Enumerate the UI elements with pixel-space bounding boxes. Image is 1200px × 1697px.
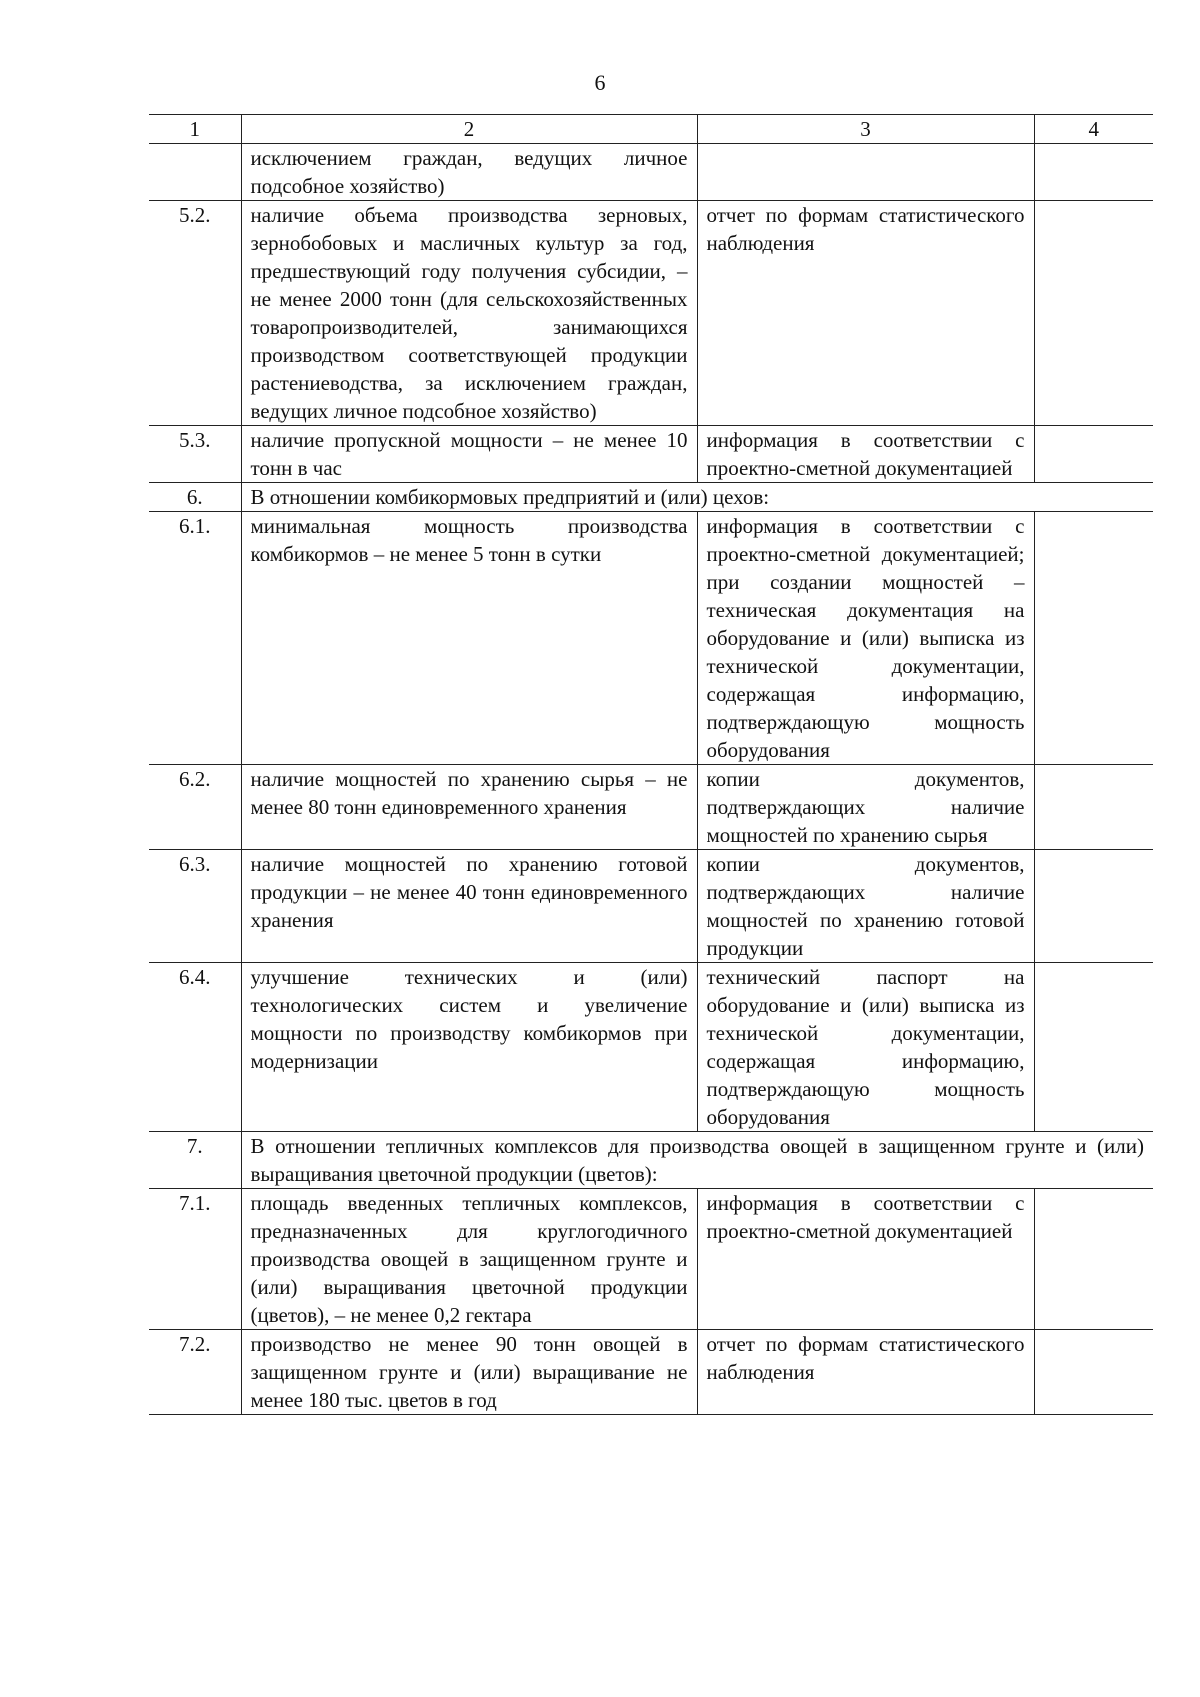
section-heading: В отношении комбикормовых предприятий и (или) цехов:	[241, 483, 1153, 512]
document-cell: технический паспорт на оборудование и (или) выписка из технической документации, содержащая информацию, подтверждающую мощность оборудования	[697, 963, 1034, 1132]
page-number: 6	[594, 70, 606, 95]
table-row	[149, 1189, 1153, 1330]
criterion-cell: исключением граждан, ведущих личное подсобное хозяйство)	[241, 144, 697, 201]
table-row	[149, 512, 1153, 765]
section-row	[149, 483, 1153, 512]
section-row	[149, 1132, 1153, 1189]
row-number: 6.2.	[149, 765, 241, 850]
row-number: 6.1.	[149, 512, 241, 765]
table-row	[149, 963, 1153, 1132]
note-cell	[1034, 512, 1153, 765]
table-row	[149, 144, 1153, 201]
table-row	[149, 1330, 1153, 1415]
document-cell: отчет по формам статистического наблюдения	[697, 1330, 1034, 1415]
document-cell: информация в соответствии с проектно-сметной документацией; при создании мощностей – техническая документация на оборудование и (или) выписка из технической документации, содержащая информацию, подтверждающую мощность оборудования	[697, 512, 1034, 765]
header-col-3: 3	[697, 115, 1034, 144]
document-cell	[697, 144, 1034, 201]
table-row	[149, 426, 1153, 483]
criterion-cell: наличие пропускной мощности – не менее 10 тонн в час	[241, 426, 697, 483]
note-cell	[1034, 765, 1153, 850]
row-number: 6.4.	[149, 963, 241, 1132]
document-cell: копии документов, подтверждающих наличие мощностей по хранению готовой продукции	[697, 850, 1034, 963]
table-row	[149, 765, 1153, 850]
note-cell	[1034, 144, 1153, 201]
criterion-cell: наличие объема производства зерновых, зернобобовых и масличных культур за год, предшествующий году получения субсидии, – не менее 2000 тонн (для сельскохозяйственных товаропроизводителей, занимающихся производством соответствующей продукции растениеводства, за исключением граждан, ведущих личное подсобное хозяйство)	[241, 201, 697, 426]
table-row	[149, 850, 1153, 963]
criterion-cell: улучшение технических и (или) технологических систем и увеличение мощности по производству комбикормов при модернизации	[241, 963, 697, 1132]
table-header-row	[149, 115, 1153, 144]
note-cell	[1034, 850, 1153, 963]
note-cell	[1034, 1330, 1153, 1415]
section-heading: В отношении тепличных комплексов для производства овощей в защищенном грунте и (или) выращивания цветочной продукции (цветов):	[241, 1132, 1153, 1189]
note-cell	[1034, 201, 1153, 426]
row-number: 5.3.	[149, 426, 241, 483]
note-cell	[1034, 426, 1153, 483]
criterion-cell: минимальная мощность производства комбикормов – не менее 5 тонн в сутки	[241, 512, 697, 765]
document-cell: отчет по формам статистического наблюдения	[697, 201, 1034, 426]
header-col-4: 4	[1034, 115, 1153, 144]
section-number: 6.	[149, 483, 241, 512]
header-col-2: 2	[241, 115, 697, 144]
row-number: 7.1.	[149, 1189, 241, 1330]
row-number: 5.2.	[149, 201, 241, 426]
requirements-table	[149, 114, 1153, 1415]
document-cell: информация в соответствии с проектно-сметной документацией	[697, 426, 1034, 483]
header-col-1: 1	[149, 115, 241, 144]
criterion-cell: наличие мощностей по хранению готовой продукции – не менее 40 тонн единовременного хранения	[241, 850, 697, 963]
criterion-cell: производство не менее 90 тонн овощей в защищенном грунте и (или) выращивание не менее 180 тыс. цветов в год	[241, 1330, 697, 1415]
note-cell	[1034, 963, 1153, 1132]
note-cell	[1034, 1189, 1153, 1330]
criterion-cell: наличие мощностей по хранению сырья – не менее 80 тонн единовременного хранения	[241, 765, 697, 850]
row-number: 6.3.	[149, 850, 241, 963]
document-cell: информация в соответствии с проектно-сметной документацией	[697, 1189, 1034, 1330]
criterion-cell: площадь введенных тепличных комплексов, предназначенных для круглогодичного производства овощей в защищенном грунте и (или) выращивания цветочной продукции (цветов), – не менее 0,2 гектара	[241, 1189, 697, 1330]
document-cell: копии документов, подтверждающих наличие мощностей по хранению сырья	[697, 765, 1034, 850]
table-row	[149, 201, 1153, 426]
row-number: 7.2.	[149, 1330, 241, 1415]
section-number: 7.	[149, 1132, 241, 1189]
row-number	[149, 144, 241, 201]
